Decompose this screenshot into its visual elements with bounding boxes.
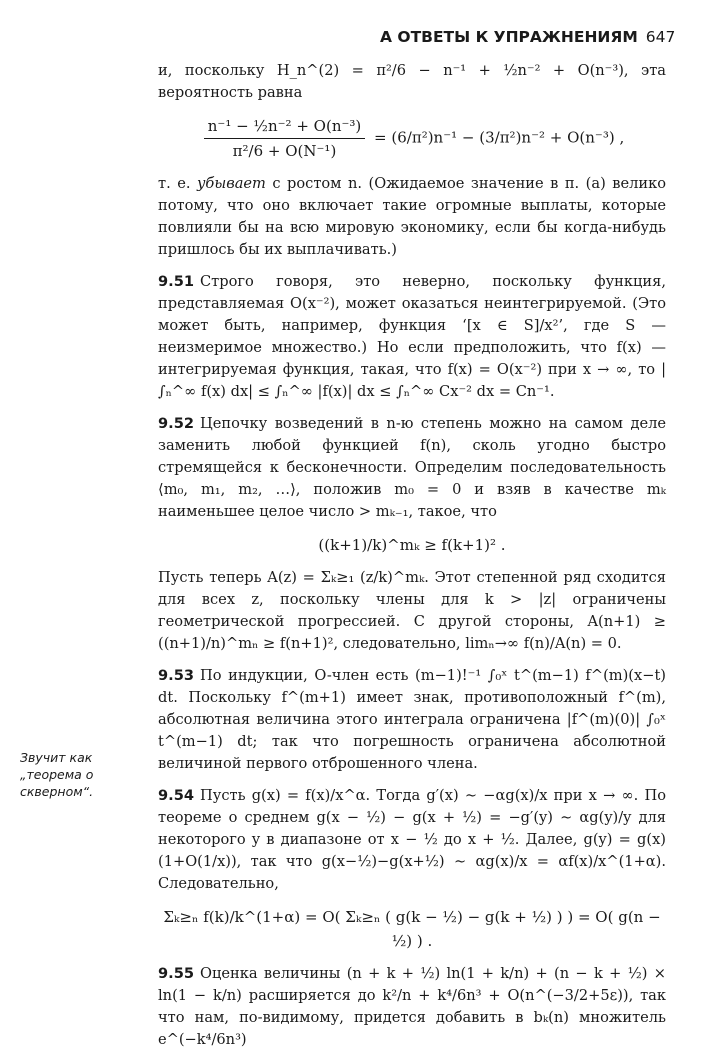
exercise-9-51 — [158, 271, 666, 403]
intro-formula — [158, 114, 666, 163]
exercise-number: 9.51 — [158, 273, 195, 290]
exercise-9-55 — [158, 963, 666, 1051]
exercise-number: 9.53 — [158, 667, 195, 684]
exercise-text: По индукции, O-член есть (m−1)!⁻¹ ∫₀ˣ t^(m−1) f^(m)(x−t) dt. Поскольку f^(m+1) имеет знак, противоположный f^(m), абсолютная величина этого интеграла ограничена |f^(m)(0)| ∫₀ˣ t^(m−1) dt; так что погрешность ограничена абсолютной величиной первого отброшенного члена. — [158, 667, 666, 772]
exercise-text: Пусть g(x) = f(x)/x^α. Тогда g′(x) ∼ −αg(x)/x при x → ∞. По теореме о среднем g(x − ½) − g(x + ½) = −g′(y) ∼ αg(y)/y для некоторого y в диапазоне от x − ½ до x + ½. Далее, g(y) = g(x)(1+O(1/x)), так что g(x−½)−g(x+½) ∼ αg(x)/x = αf(x)/x^(1+α). Следовательно, — [158, 787, 666, 892]
exercise-9-52-cont: Пусть теперь A(z) = Σₖ≥₁ (z/k)^mₖ. Этот степенной ряд сходится для всех z, поскольку члены для k > |z| ограничены геометрической прогрессией. С другой стороны, A(n+1) ≥ ((n+1)/n)^mₙ ≥ f(n+1)², следовательно, limₙ→∞ f(n)/A(n) = 0. — [158, 569, 666, 652]
intro-paragraph-2 — [158, 173, 666, 261]
emphasis-ubyvaet: убывает — [196, 175, 266, 192]
exercise-text: Строго говоря, это неверно, поскольку функция, представляемая O(x⁻²), может оказаться неинтегрируемой. (Это может быть, например, функция ‘[x ∈ S]/x²’, где S — неизмеримое множество.) Но если предположить, что f(x) — интегрируемая функция, такая, что f(x) = O(x⁻²) при x → ∞, то |∫ₙ^∞ f(x) dx| ≤ ∫ₙ^∞ |f(x)| dx ≤ ∫ₙ^∞ Cx⁻² dx = Cn⁻¹. — [158, 273, 666, 400]
intro-formula-rest: = (6/π²)n⁻¹ − (3/π²)n⁻² + O(n⁻³) , — [374, 128, 625, 147]
exercise-number: 9.52 — [158, 415, 195, 432]
intro-fraction-numerator: n⁻¹ − ½n⁻² + O(n⁻³) — [204, 114, 366, 139]
header-title: А ОТВЕТЫ К УПРАЖНЕНИЯМ — [380, 28, 638, 46]
exercise-9-53 — [158, 665, 666, 775]
exercise-9-54 — [158, 785, 666, 895]
margin-note: Звучит как „теорема о скверном“. — [20, 750, 94, 799]
exercise-9-52 — [158, 413, 666, 523]
page-number: 647 — [645, 28, 676, 46]
exercise-text: Оценка величины (n + k + ½) ln(1 + k/n) + (n − k + ½) × ln(1 − k/n) расширяется до k²/n + k⁴/6n³ + O(n^(−3/2+5ε)), так что нам, по-видимому, придется добавить в bₖ(n) множитель e^(−k⁴/6n³) — [158, 965, 666, 1048]
formula-9-52: ((k+1)/k)^mₖ ≥ f(k+1)² . — [318, 536, 506, 554]
intro-paragraph: и, поскольку H_n^(2) = π²/6 − n⁻¹ + ½n⁻² + O(n⁻³), эта вероятность равна — [158, 62, 666, 101]
main-text — [158, 60, 666, 1051]
exercise-number: 9.54 — [158, 787, 195, 804]
formula-9-54: Σₖ≥ₙ f(k)/k^(1+α) = O( Σₖ≥ₙ ( g(k − ½) − g(k + ½) ) ) = O( g(n − ½) ) . — [163, 908, 661, 950]
page-header — [380, 28, 680, 46]
exercise-text: Цепочку возведений в n-ю степень можно на самом деле заменить любой функцией f(n), сколь угодно быстро стремящейся к бесконечности. Определим последовательность ⟨m₀, m₁, m₂, …⟩, положив m₀ = 0 и взяв в качестве mₖ наименьшее целое число > mₖ₋₁, такое, что — [158, 415, 666, 520]
intro2-pre: т. е. — [158, 175, 197, 192]
intro-fraction — [204, 114, 366, 163]
intro-fraction-denominator: π²/6 + O(N⁻¹) — [232, 142, 337, 160]
intro2-post: с ростом n. (Ожидаемое значение в п. (a) велико потому, что оно включает такие огромные выплаты, которые повлияли бы на всю мировую экономику, если бы когда-нибудь пришлось бы их выплачивать.) — [158, 175, 666, 258]
exercise-number: 9.55 — [158, 965, 195, 982]
